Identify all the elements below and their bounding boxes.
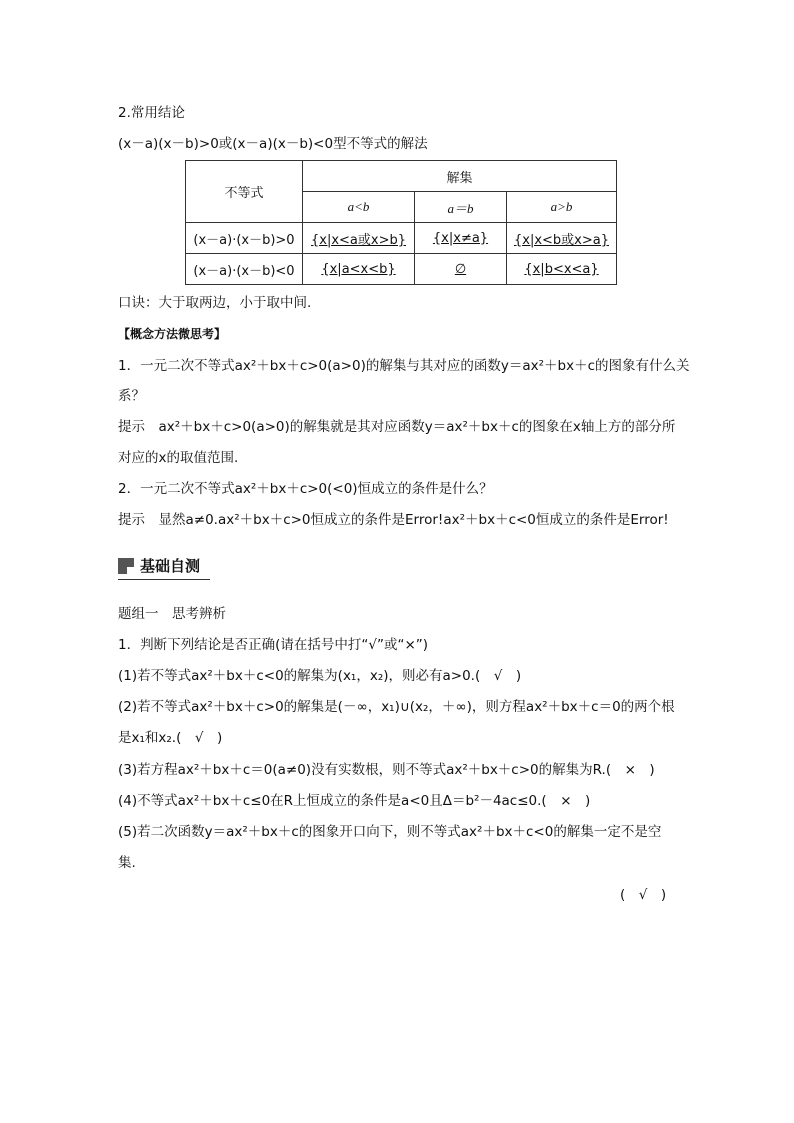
header-inequality: 不等式 [186, 161, 303, 223]
inequality-table [185, 160, 617, 285]
tip-1-line-2: 对应的x的取值范围. [118, 450, 239, 466]
group-title: 题组一 思考辨析 [118, 606, 226, 622]
header-solution: 解集 [303, 161, 617, 192]
table-cell: {x|a<x<b} [303, 254, 415, 285]
header-cond-a-lt-b: a<b [303, 192, 415, 223]
table-row [186, 223, 617, 254]
section-square-icon [118, 558, 134, 574]
table-cell: {x|x<b或x>a} [507, 223, 617, 254]
header-cond-a-gt-b: a>b [507, 192, 617, 223]
statement-2-line-2: 是x₁和x₂.( √ ) [118, 730, 223, 746]
statement-2-line-1: (2)若不等式ax²＋bx＋c>0的解集是(－∞，x₁)∪(x₂，＋∞)，则方程ax²＋bx＋c＝0的两个根 [118, 699, 675, 715]
section-title: 2.常用结论 [118, 105, 185, 121]
mnemonic: 口诀：大于取两边，小于取中间. [118, 295, 312, 311]
think-heading: 【概念方法微思考】 [118, 327, 227, 341]
statement-5-line-1: (5)若二次函数y＝ax²＋bx＋c的图象开口向下，则不等式ax²＋bx＋c<0的解集一定不是空 [118, 824, 662, 840]
exercise-1: 1．判断下列结论是否正确(请在括号中打“√”或“×”) [118, 637, 429, 653]
tip-2: 提示 显然a≠0.ax²＋bx＋c>0恒成立的条件是Error!ax²＋bx＋c<0恒成立的条件是Error! [118, 512, 669, 528]
statement-5-line-2: 集. [118, 855, 136, 871]
question-1-line-1: 1．一元二次不等式ax²＋bx＋c>0(a>0)的解集与其对应的函数y＝ax²＋bx＋c的图象有什么关 [118, 358, 690, 374]
table-row [186, 254, 617, 285]
table-row [186, 161, 617, 192]
table-cell: {x|x≠a} [415, 223, 507, 254]
header-cond-a-eq-b: a＝b [415, 192, 507, 223]
question-2: 2．一元二次不等式ax²＋bx＋c>0(<0)恒成立的条件是什么？ [118, 481, 493, 497]
basic-test-header [118, 555, 210, 579]
row-label: (x－a)·(x－b)>0 [186, 223, 303, 254]
statement-3: (3)若方程ax²＋bx＋c＝0(a≠0)没有实数根，则不等式ax²＋bx＋c>0的解集为R.( × ) [118, 762, 655, 778]
header-underline [118, 579, 210, 580]
statement-5-answer: ( √ ) [620, 887, 667, 903]
basic-test-title: 基础自测 [140, 557, 201, 575]
tip-1-line-1: 提示 ax²＋bx＋c>0(a>0)的解集就是其对应函数y＝ax²＋bx＋c的图象在x轴上方的部分所 [118, 419, 676, 435]
row-label: (x－a)·(x－b)<0 [186, 254, 303, 285]
table-cell: ∅ [415, 254, 507, 285]
statement-4: (4)不等式ax²＋bx＋c≤0在R上恒成立的条件是a<0且Δ＝b²－4ac≤0.( × ) [118, 793, 591, 809]
table-cell: {x|b<x<a} [507, 254, 617, 285]
statement-1: (1)若不等式ax²＋bx＋c<0的解集为(x₁，x₂)，则必有a>0.( √ ) [118, 668, 522, 684]
table-cell: {x|x<a或x>b} [303, 223, 415, 254]
question-1-line-2: 系？ [118, 388, 145, 404]
section-intro: (x－a)(x－b)>0或(x－a)(x－b)<0型不等式的解法 [118, 136, 428, 152]
